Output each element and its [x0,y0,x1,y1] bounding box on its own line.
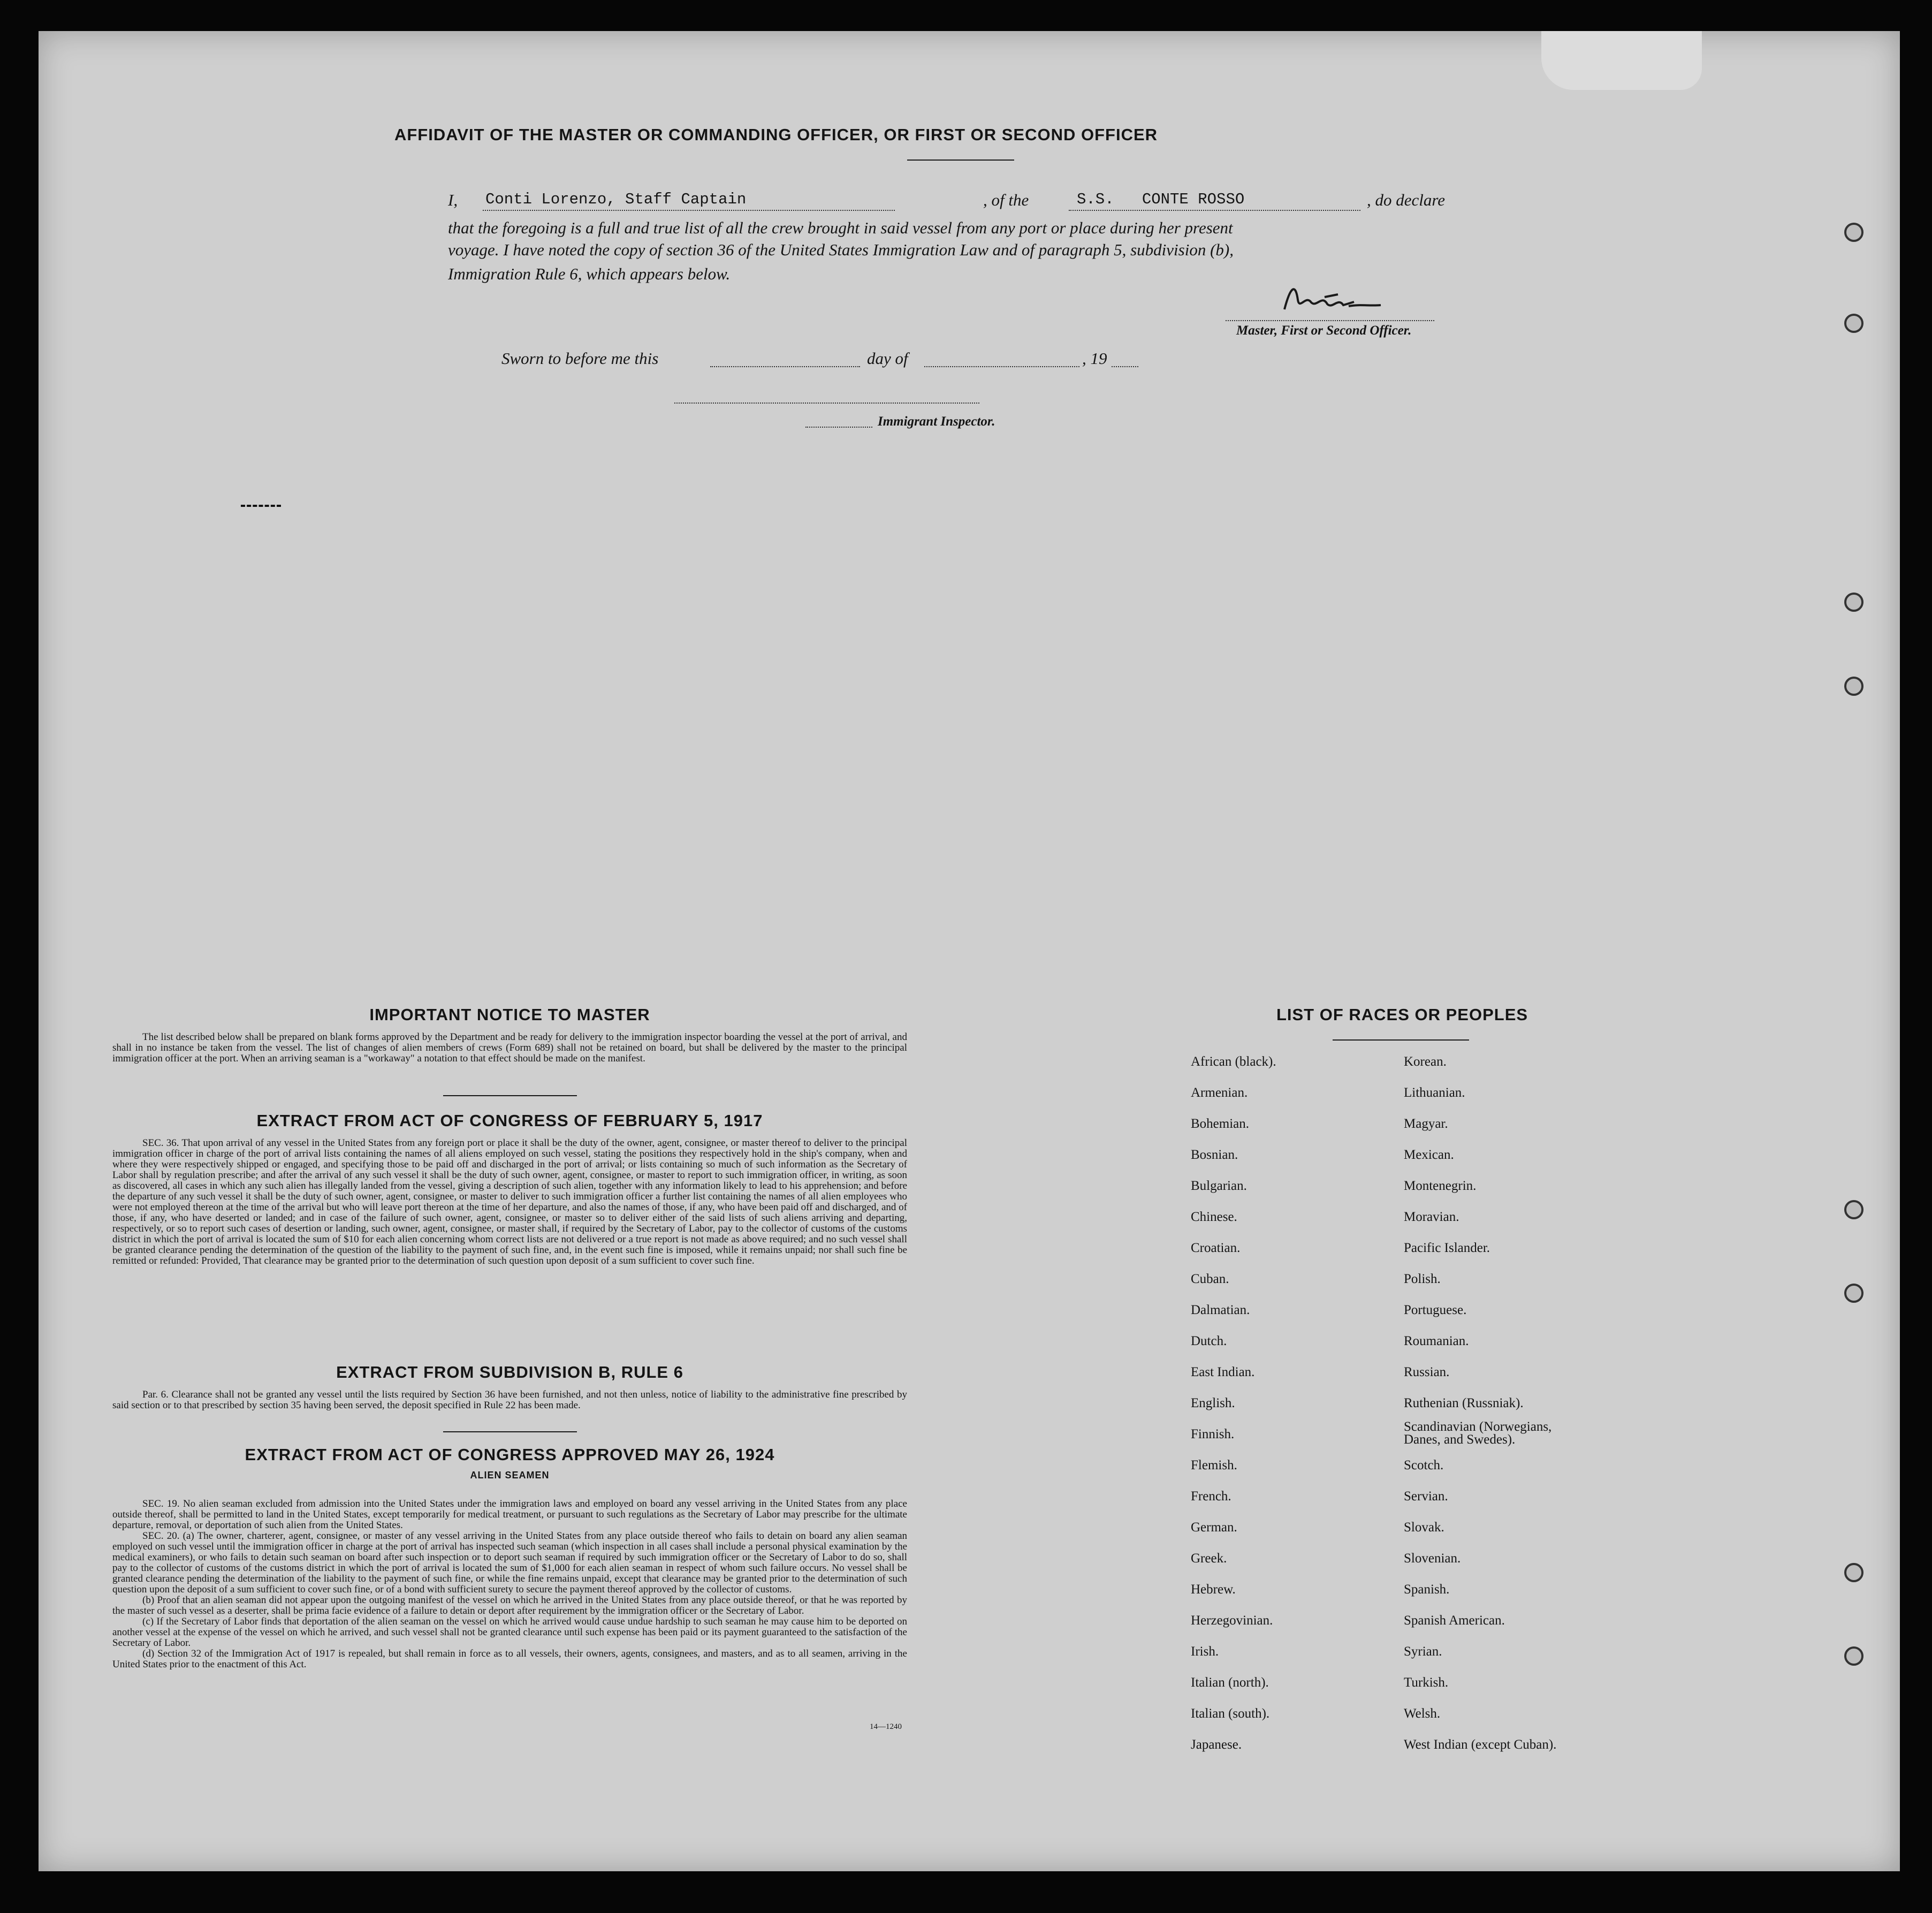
race-item: Scandinavian (Norwegians, Danes, and Swedes). [1404,1419,1552,1447]
race-item: German. [1191,1520,1237,1535]
extract-rule6-title: EXTRACT FROM SUBDIVISION B, RULE 6 [336,1363,683,1381]
punch-hole [1844,314,1863,333]
race-item: Bulgarian. [1191,1179,1247,1193]
race-item: Lithuanian. [1404,1085,1465,1100]
race-item: Greek. [1191,1551,1227,1566]
sec20c-paragraph: (c) If the Secretary of Labor finds that deportation of the alien seaman on the vessel on which he arrived would cause undue hardship to such seaman he may cause him to be deported on another vessel at the expense of the vessel on which he arrived, and such vessel shall not be granted clearance until such expense has been paid or its payment guaranteed to the satisfaction of the Secretary of Labor. [112,1616,907,1649]
race-item: African (black). [1191,1054,1276,1069]
race-item: Syrian. [1404,1644,1442,1659]
extract-1924-title: EXTRACT FROM ACT OF CONGRESS APPROVED MAY 26, 1924 [245,1445,775,1464]
affidavit-line3: voyage. I have noted the copy of section 36 of the United States Immigration Law and of paragraph 5, subdivision (b), [448,240,1234,259]
sec19-paragraph: SEC. 19. No alien seaman excluded from admission into the United States under the immigration laws and employed on board any vessel arriving in the United States from any place outside thereof, shall be permitted to land in the United States, except temporarily for medical treatment, or pursuant to such regulations as the Secretary of Labor may prescribe for the ultimate departure, removal, or deportation of such alien from the United States. [112,1498,907,1531]
title-rule [907,160,1014,161]
day-of-label: day of [867,349,908,368]
race-item: Flemish. [1191,1458,1237,1472]
sec20d-paragraph: (d) Section 32 of the Immigration Act of 1917 is repealed, but shall remain in force as to all vessels, their owners, agents, consignees, and masters, and as to all seamen, arriving in the United States prior to the enactment of this Act. [112,1648,907,1670]
race-item: Finnish. [1191,1427,1235,1441]
punch-hole [1844,1646,1863,1666]
vessel-name-line [1069,210,1360,211]
race-item: Servian. [1404,1489,1448,1504]
sworn-month-line [924,366,1079,367]
notice-rule [443,1095,577,1096]
race-item: Croatian. [1191,1241,1241,1255]
extract-1924-body [112,1499,907,1670]
race-item: Welsh. [1404,1706,1441,1721]
race-item: Dalmatian. [1191,1303,1250,1317]
punch-hole [1844,223,1863,242]
sworn-line [501,349,1197,370]
race-item: Korean. [1404,1054,1447,1069]
rule6-rule [443,1431,577,1432]
punch-hole [1844,1200,1863,1219]
affidavit-line2: that the foregoing is a full and true list of all the crew brought in said vessel from any port or place during her present [448,218,1233,237]
punch-hole [1844,1563,1863,1582]
extract-1917-title: EXTRACT FROM ACT OF CONGRESS OF FEBRUARY 5, 1917 [256,1111,763,1130]
torn-tab [1541,31,1702,90]
race-item: Slovak. [1404,1520,1444,1535]
inspector-sign-line-short [805,427,872,428]
race-item: Magyar. [1404,1117,1448,1131]
race-item: Scotch. [1404,1458,1444,1472]
race-item: Pacific Islander. [1404,1241,1490,1255]
vessel-name: S.S. CONTE ROSSO [1077,191,1245,208]
punch-hole [1844,1284,1863,1303]
extract-rule6-text: Par. 6. Clearance shall not be granted any vessel until the lists required by Section 36 have been furnished, and not then unless, notice of liability to the administrative fine prescribed by said section or to that prescribed by section 35 having been served, the deposit specified in Rule 22 has been made. [112,1389,907,1411]
race-item: Mexican. [1404,1148,1454,1162]
race-item: Hebrew. [1191,1582,1236,1597]
sec20a-paragraph: SEC. 20. (a) The owner, charterer, agent, consignee, or master of any vessel arriving in the United States from any place outside thereof who fails to detain on board any alien seaman employed on such vessel until the immigration officer in charge at the port of arrival has inspected such seaman (which inspection in all cases shall include a personal physical examination by the medical examiners), or who fails to detain such seaman on board after such inspection or to deport such seaman if required by such immigration officer or the Secretary of Labor to do so, shall pay to the collector of customs of the customs district in which the port of arrival is located the sum of $1,000 for each alien seaman in respect of whom such failure occurs. No vessel shall be granted clearance pending the determination of the liability to the payment of such fine, or while the fine remains unpaid, except that clearance may be granted prior to the determination of such question upon the deposit of a sum sufficient to cover such fine, or of a bond with sufficient surety to secure the payment thereof approved by the collector of customs. [112,1530,907,1595]
race-item: Slovenian. [1404,1551,1461,1566]
officer-label: Master, First or Second Officer. [1236,323,1412,338]
race-item: Irish. [1191,1644,1219,1659]
race-item: Italian (north). [1191,1675,1269,1690]
race-item: Chinese. [1191,1210,1237,1224]
affidavit-i: I, [448,191,458,209]
race-item: Spanish. [1404,1582,1450,1597]
sworn-day-line [710,366,860,367]
race-item: Roumanian. [1404,1334,1469,1348]
race-item: Dutch. [1191,1334,1227,1348]
race-item: Russian. [1404,1365,1450,1379]
signature-line [1226,320,1434,321]
race-item: Armenian. [1191,1085,1248,1100]
race-item: Herzegovinian. [1191,1613,1273,1628]
races-rule [1333,1039,1469,1041]
officer-signature [1274,278,1391,321]
race-item: Portuguese. [1404,1303,1467,1317]
sworn-label: Sworn to before me this [501,349,659,368]
affidavit-line4: Immigration Rule 6, which appears below. [448,264,731,283]
sworn-year-line [1112,366,1138,367]
year-label: , 19 [1082,349,1107,368]
race-item: Moravian. [1404,1210,1459,1224]
race-item: Montenegrin. [1404,1179,1477,1193]
race-item: Bosnian. [1191,1148,1238,1162]
race-item: West Indian (except Cuban). [1404,1737,1557,1752]
race-item: Polish. [1404,1272,1441,1286]
race-item: English. [1191,1396,1235,1410]
affidavit-do-declare: , do declare [1367,191,1446,209]
race-item: Italian (south). [1191,1706,1270,1721]
affidavit-line1 [448,191,1475,212]
race-item: Spanish American. [1404,1613,1505,1628]
affiant-name: Conti Lorenzo, Staff Captain [485,191,747,208]
race-item: East Indian. [1191,1365,1255,1379]
race-item: Turkish. [1404,1675,1449,1690]
extract-1917-text: SEC. 36. That upon arrival of any vessel in the United States from any foreign port or place it shall be the duty of the owner, agent, consignee, or master thereof to deliver to the principal immigration officer in charge of the port of arrival lists containing the names of all aliens employed on such vessel, stating the positions they respectively hold in the ship's company, when and where they were respectively shipped or engaged, and specifying those to be paid off and discharged in the port of arrival; or lists containing so much of such information as the Secretary of Labor shall by regulation prescribe; and after the arrival of any such vessel it shall be the duty of such owner, agent, consignee, or master to report to such immigration officer, in writing, as soon as discovered, all cases in which any such alien has illegally landed from the vessel, giving a description of such alien, together with any information likely to lead to his apprehension; and before the departure of any such vessel it shall be the duty of such owner, agent, consignee, or master to deliver to such immigration officer a further list containing the names of all alien employees who were not employed thereon at the time of the arrival but who will leave port thereon at the time of her departure, and also the names of those, if any, who have been paid off and discharged, and of those, if any, who have deserted or landed; and in case of the failure of such owner, agent, consignee, or master so to deliver either of the said lists of such aliens arriving and departing, respectively, or so to report such cases of desertion or landing, such owner, agent, consignee, or master shall, if required by the Secretary of Labor, pay to the collector of customs of the customs district in which the port of arrival is located the sum of $10 for each alien concerning whom correct lists are not delivered or a true report is not made as above required; and no such vessel shall be granted clearance pending the determination of the question of the liability to the payment of such fine, and, in the event such fine is imposed, while it remains unpaid; nor shall such fine be remitted or refunded: Provided, That clearance may be granted prior to the determination of such question upon deposit of a sum sufficient to cover such fine. [112,1137,907,1266]
races-title: LIST OF RACES OR PEOPLES [1276,1005,1528,1024]
punch-hole [1844,593,1863,612]
affidavit-title: AFFIDAVIT OF THE MASTER OR COMMANDING OFFICER, OR FIRST OR SECOND OFFICER [394,125,1158,144]
form-number: 14—1240 [870,1722,902,1731]
inspector-label: Immigrant Inspector. [878,414,995,429]
race-item: Japanese. [1191,1737,1242,1752]
notice-title: IMPORTANT NOTICE TO MASTER [369,1005,650,1024]
sec20b-paragraph: (b) Proof that an alien seaman did not appear upon the outgoing manifest of the vessel on which he arrived in the United States from any place outside thereof, or that he was reported by the master of such vessel as a deserter, shall be prima facie evidence of a failure to detain or deport after requirement by the immigration officer or the Secretary of Labor. [112,1595,907,1616]
stray-mark [241,505,281,509]
race-item: Ruthenian (Russniak). [1404,1396,1524,1410]
affiant-name-line [483,210,895,211]
race-item: Cuban. [1191,1272,1229,1286]
race-item: Bohemian. [1191,1117,1250,1131]
inspector-sign-line [674,403,979,404]
race-item: French. [1191,1489,1231,1504]
notice-text: The list described below shall be prepared on blank forms approved by the Department and be ready for delivery to the immigration inspector boarding the vessel at the port of arrival, and shall in no instance be taken from the vessel. The list of changes of alien members of crews (Form 689) shall not be retained on board, but shall be delivered by the master to the principal immigration officer at the port. When an arriving seaman is a "workaway" a notation to that effect should be made on the manifest. [112,1031,907,1064]
extract-1924-subtitle: ALIEN SEAMEN [470,1470,550,1481]
affidavit-of-the: , of the [983,191,1029,209]
punch-hole [1844,677,1863,696]
